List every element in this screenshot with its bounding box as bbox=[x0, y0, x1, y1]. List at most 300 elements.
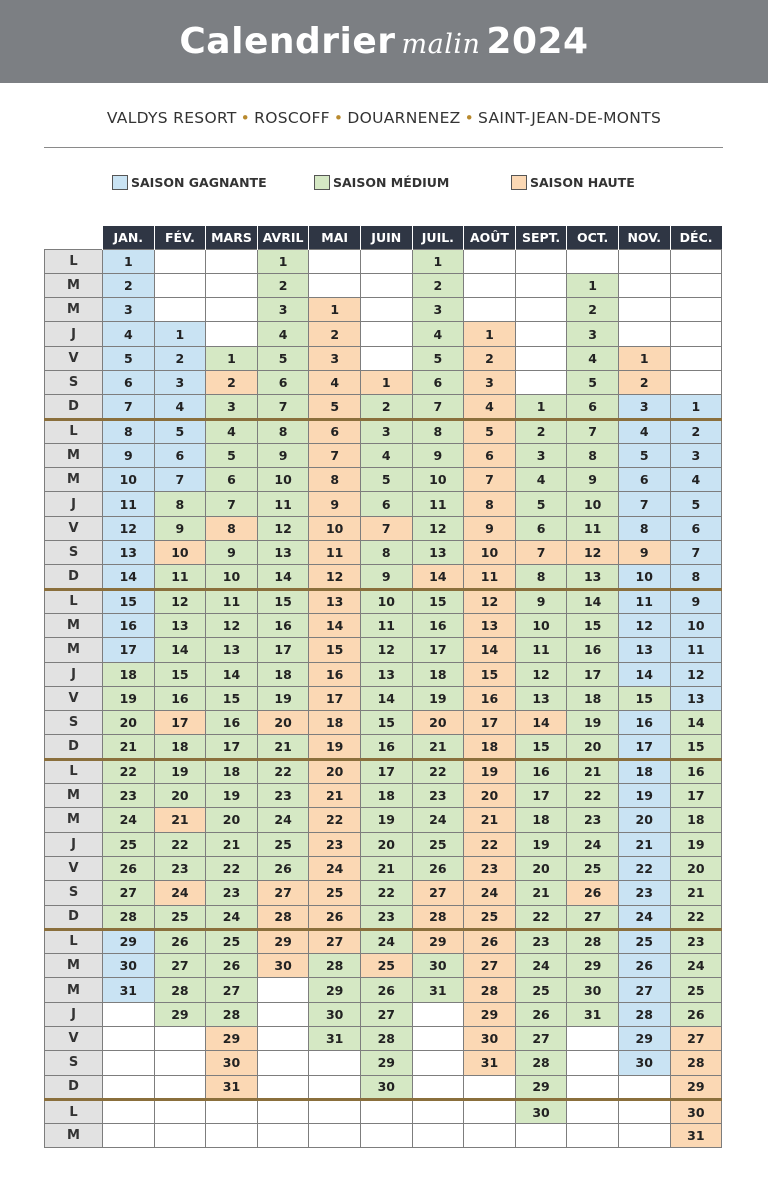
month-header-row bbox=[45, 226, 722, 249]
date-cell: 15 bbox=[515, 735, 567, 759]
date-cell: 13 bbox=[618, 638, 670, 662]
date-cell: 20 bbox=[670, 856, 722, 880]
date-cell: 4 bbox=[103, 322, 155, 346]
date-cell: 10 bbox=[670, 613, 722, 637]
date-cell: 24 bbox=[670, 954, 722, 978]
empty-cell bbox=[360, 249, 412, 273]
date-cell: 29 bbox=[670, 1075, 722, 1099]
date-cell: 26 bbox=[670, 1002, 722, 1026]
date-cell: 6 bbox=[103, 370, 155, 394]
weekday-label: M bbox=[45, 1124, 103, 1148]
date-cell: 16 bbox=[103, 613, 155, 637]
date-cell: 10 bbox=[309, 516, 361, 540]
date-cell: 12 bbox=[567, 541, 619, 565]
date-cell: 3 bbox=[412, 298, 464, 322]
calendar-row bbox=[45, 1075, 722, 1099]
date-cell: 15 bbox=[309, 638, 361, 662]
date-cell: 29 bbox=[360, 1051, 412, 1075]
date-cell: 30 bbox=[515, 1099, 567, 1123]
legend-swatch bbox=[112, 175, 128, 190]
date-cell: 7 bbox=[515, 541, 567, 565]
date-cell: 28 bbox=[567, 929, 619, 953]
empty-cell bbox=[515, 273, 567, 297]
empty-cell bbox=[618, 1124, 670, 1148]
empty-cell bbox=[154, 1075, 206, 1099]
date-cell: 1 bbox=[515, 395, 567, 419]
empty-cell bbox=[257, 1099, 309, 1123]
calendar-row bbox=[45, 1124, 722, 1148]
date-cell: 15 bbox=[464, 662, 516, 686]
date-cell: 24 bbox=[360, 929, 412, 953]
date-cell: 6 bbox=[412, 370, 464, 394]
date-cell: 30 bbox=[309, 1002, 361, 1026]
date-cell: 15 bbox=[670, 735, 722, 759]
month-header: JAN. bbox=[103, 226, 155, 249]
date-cell: 24 bbox=[309, 856, 361, 880]
date-cell: 4 bbox=[567, 346, 619, 370]
empty-cell bbox=[515, 346, 567, 370]
date-cell: 14 bbox=[670, 711, 722, 735]
empty-cell bbox=[257, 1075, 309, 1099]
bullet-dot-icon: • bbox=[333, 109, 344, 127]
date-cell: 19 bbox=[257, 686, 309, 710]
date-cell: 19 bbox=[618, 784, 670, 808]
date-cell: 13 bbox=[515, 686, 567, 710]
empty-cell bbox=[257, 1002, 309, 1026]
date-cell: 1 bbox=[206, 346, 258, 370]
date-cell: 29 bbox=[103, 929, 155, 953]
empty-cell bbox=[257, 1124, 309, 1148]
date-cell: 9 bbox=[309, 492, 361, 516]
date-cell: 15 bbox=[412, 589, 464, 613]
weekday-label: V bbox=[45, 1027, 103, 1051]
empty-cell bbox=[670, 370, 722, 394]
date-cell: 10 bbox=[257, 468, 309, 492]
date-cell: 13 bbox=[309, 589, 361, 613]
date-cell: 15 bbox=[257, 589, 309, 613]
empty-cell bbox=[567, 1124, 619, 1148]
date-cell: 4 bbox=[670, 468, 722, 492]
calendar-row bbox=[45, 784, 722, 808]
calendar-row bbox=[45, 638, 722, 662]
date-cell: 11 bbox=[206, 589, 258, 613]
date-cell: 29 bbox=[464, 1002, 516, 1026]
empty-cell bbox=[206, 298, 258, 322]
date-cell: 20 bbox=[103, 711, 155, 735]
date-cell: 2 bbox=[360, 395, 412, 419]
date-cell: 25 bbox=[103, 832, 155, 856]
date-cell: 18 bbox=[103, 662, 155, 686]
date-cell: 14 bbox=[515, 711, 567, 735]
date-cell: 6 bbox=[515, 516, 567, 540]
calendar-row bbox=[45, 589, 722, 613]
weekday-label: L bbox=[45, 1099, 103, 1123]
date-cell: 23 bbox=[670, 929, 722, 953]
empty-cell bbox=[515, 1124, 567, 1148]
date-cell: 18 bbox=[412, 662, 464, 686]
date-cell: 7 bbox=[412, 395, 464, 419]
date-cell: 27 bbox=[515, 1027, 567, 1051]
empty-cell bbox=[412, 1124, 464, 1148]
date-cell: 4 bbox=[154, 395, 206, 419]
date-cell: 28 bbox=[103, 905, 155, 929]
date-cell: 30 bbox=[360, 1075, 412, 1099]
date-cell: 21 bbox=[412, 735, 464, 759]
date-cell: 5 bbox=[309, 395, 361, 419]
date-cell: 24 bbox=[206, 905, 258, 929]
date-cell: 14 bbox=[412, 565, 464, 589]
date-cell: 9 bbox=[257, 443, 309, 467]
date-cell: 14 bbox=[257, 565, 309, 589]
date-cell: 22 bbox=[618, 856, 670, 880]
date-cell: 29 bbox=[257, 929, 309, 953]
date-cell: 21 bbox=[567, 759, 619, 783]
date-cell: 1 bbox=[618, 346, 670, 370]
date-cell: 6 bbox=[360, 492, 412, 516]
weekday-label: J bbox=[45, 662, 103, 686]
date-cell: 2 bbox=[618, 370, 670, 394]
empty-cell bbox=[360, 273, 412, 297]
date-cell: 26 bbox=[103, 856, 155, 880]
date-cell: 23 bbox=[154, 856, 206, 880]
month-header: MAI bbox=[309, 226, 361, 249]
weekday-label: V bbox=[45, 686, 103, 710]
date-cell: 27 bbox=[464, 954, 516, 978]
date-cell: 11 bbox=[103, 492, 155, 516]
date-cell: 9 bbox=[360, 565, 412, 589]
date-cell: 8 bbox=[257, 419, 309, 443]
calendar-row bbox=[45, 881, 722, 905]
calendar-row bbox=[45, 443, 722, 467]
date-cell: 15 bbox=[567, 613, 619, 637]
date-cell: 19 bbox=[567, 711, 619, 735]
date-cell: 26 bbox=[464, 929, 516, 953]
empty-cell bbox=[412, 1027, 464, 1051]
date-cell: 29 bbox=[154, 1002, 206, 1026]
empty-cell bbox=[154, 249, 206, 273]
date-cell: 3 bbox=[206, 395, 258, 419]
date-cell: 20 bbox=[515, 856, 567, 880]
calendar-row bbox=[45, 1002, 722, 1026]
weekday-label: J bbox=[45, 832, 103, 856]
weekday-label: S bbox=[45, 711, 103, 735]
empty-cell bbox=[464, 298, 516, 322]
date-cell: 12 bbox=[257, 516, 309, 540]
calendar-row bbox=[45, 808, 722, 832]
date-cell: 2 bbox=[567, 298, 619, 322]
date-cell: 4 bbox=[257, 322, 309, 346]
date-cell: 16 bbox=[618, 711, 670, 735]
date-cell: 20 bbox=[154, 784, 206, 808]
date-cell: 16 bbox=[154, 686, 206, 710]
empty-cell bbox=[103, 1075, 155, 1099]
empty-cell bbox=[309, 249, 361, 273]
date-cell: 1 bbox=[670, 395, 722, 419]
date-cell: 12 bbox=[412, 516, 464, 540]
date-cell: 3 bbox=[154, 370, 206, 394]
date-cell: 25 bbox=[515, 978, 567, 1002]
date-cell: 8 bbox=[618, 516, 670, 540]
date-cell: 9 bbox=[103, 443, 155, 467]
date-cell: 21 bbox=[670, 881, 722, 905]
date-cell: 5 bbox=[206, 443, 258, 467]
date-cell: 8 bbox=[103, 419, 155, 443]
date-cell: 31 bbox=[464, 1051, 516, 1075]
date-cell: 16 bbox=[464, 686, 516, 710]
date-cell: 25 bbox=[257, 832, 309, 856]
weekday-label: M bbox=[45, 638, 103, 662]
date-cell: 14 bbox=[360, 686, 412, 710]
date-cell: 7 bbox=[154, 468, 206, 492]
empty-cell bbox=[670, 273, 722, 297]
date-cell: 20 bbox=[206, 808, 258, 832]
weekday-label: L bbox=[45, 759, 103, 783]
date-cell: 8 bbox=[154, 492, 206, 516]
date-cell: 17 bbox=[567, 662, 619, 686]
calendar-row bbox=[45, 735, 722, 759]
date-cell: 3 bbox=[257, 298, 309, 322]
empty-cell bbox=[154, 1099, 206, 1123]
date-cell: 4 bbox=[412, 322, 464, 346]
date-cell: 11 bbox=[567, 516, 619, 540]
date-cell: 17 bbox=[206, 735, 258, 759]
date-cell: 29 bbox=[567, 954, 619, 978]
date-cell: 28 bbox=[412, 905, 464, 929]
weekday-label: L bbox=[45, 249, 103, 273]
empty-cell bbox=[412, 1075, 464, 1099]
date-cell: 24 bbox=[464, 881, 516, 905]
date-cell: 21 bbox=[206, 832, 258, 856]
month-header: JUIL. bbox=[412, 226, 464, 249]
weekday-label: M bbox=[45, 443, 103, 467]
calendar-row bbox=[45, 832, 722, 856]
date-cell: 10 bbox=[515, 613, 567, 637]
date-cell: 25 bbox=[412, 832, 464, 856]
calendar-row bbox=[45, 856, 722, 880]
date-cell: 5 bbox=[412, 346, 464, 370]
date-cell: 9 bbox=[515, 589, 567, 613]
empty-cell bbox=[257, 1027, 309, 1051]
bullet-dot-icon: • bbox=[464, 109, 475, 127]
date-cell: 6 bbox=[670, 516, 722, 540]
date-cell: 28 bbox=[464, 978, 516, 1002]
date-cell: 16 bbox=[412, 613, 464, 637]
date-cell: 27 bbox=[206, 978, 258, 1002]
date-cell: 12 bbox=[154, 589, 206, 613]
calendar-grid bbox=[44, 226, 722, 1148]
date-cell: 13 bbox=[103, 541, 155, 565]
date-cell: 27 bbox=[618, 978, 670, 1002]
date-cell: 9 bbox=[567, 468, 619, 492]
date-cell: 21 bbox=[360, 856, 412, 880]
date-cell: 4 bbox=[515, 468, 567, 492]
date-cell: 18 bbox=[567, 686, 619, 710]
empty-cell bbox=[670, 346, 722, 370]
date-cell: 3 bbox=[464, 370, 516, 394]
date-cell: 20 bbox=[412, 711, 464, 735]
date-cell: 5 bbox=[154, 419, 206, 443]
month-header: OCT. bbox=[567, 226, 619, 249]
date-cell: 12 bbox=[464, 589, 516, 613]
empty-cell bbox=[515, 322, 567, 346]
empty-cell bbox=[206, 322, 258, 346]
date-cell: 26 bbox=[618, 954, 670, 978]
date-cell: 7 bbox=[618, 492, 670, 516]
empty-cell bbox=[464, 1099, 516, 1123]
date-cell: 30 bbox=[670, 1099, 722, 1123]
calendar-row bbox=[45, 370, 722, 394]
weekday-label: M bbox=[45, 808, 103, 832]
empty-cell bbox=[618, 273, 670, 297]
date-cell: 18 bbox=[515, 808, 567, 832]
date-cell: 7 bbox=[464, 468, 516, 492]
empty-cell bbox=[257, 1051, 309, 1075]
weekday-label: S bbox=[45, 1051, 103, 1075]
empty-cell bbox=[103, 1027, 155, 1051]
date-cell: 9 bbox=[154, 516, 206, 540]
date-cell: 25 bbox=[618, 929, 670, 953]
date-cell: 7 bbox=[206, 492, 258, 516]
date-cell: 5 bbox=[103, 346, 155, 370]
date-cell: 14 bbox=[464, 638, 516, 662]
empty-cell bbox=[309, 1051, 361, 1075]
date-cell: 30 bbox=[206, 1051, 258, 1075]
location-name: DOUARNENEZ bbox=[347, 109, 461, 127]
date-cell: 12 bbox=[618, 613, 670, 637]
calendar-row bbox=[45, 419, 722, 443]
empty-cell bbox=[309, 273, 361, 297]
date-cell: 11 bbox=[309, 541, 361, 565]
date-cell: 8 bbox=[206, 516, 258, 540]
date-cell: 19 bbox=[670, 832, 722, 856]
date-cell: 27 bbox=[360, 1002, 412, 1026]
date-cell: 26 bbox=[360, 978, 412, 1002]
calendar-row bbox=[45, 1099, 722, 1123]
calendar-row bbox=[45, 905, 722, 929]
empty-cell bbox=[670, 322, 722, 346]
date-cell: 27 bbox=[412, 881, 464, 905]
date-cell: 11 bbox=[670, 638, 722, 662]
weekday-label: M bbox=[45, 978, 103, 1002]
empty-cell bbox=[103, 1124, 155, 1148]
date-cell: 13 bbox=[412, 541, 464, 565]
empty-cell bbox=[464, 273, 516, 297]
legend-item-gagnante bbox=[112, 174, 267, 191]
date-cell: 27 bbox=[309, 929, 361, 953]
date-cell: 21 bbox=[515, 881, 567, 905]
date-cell: 20 bbox=[257, 711, 309, 735]
empty-cell bbox=[618, 298, 670, 322]
date-cell: 3 bbox=[309, 346, 361, 370]
date-cell: 13 bbox=[257, 541, 309, 565]
date-cell: 8 bbox=[309, 468, 361, 492]
date-cell: 29 bbox=[412, 929, 464, 953]
date-cell: 12 bbox=[515, 662, 567, 686]
date-cell: 6 bbox=[618, 468, 670, 492]
date-cell: 5 bbox=[257, 346, 309, 370]
month-header: SEPT. bbox=[515, 226, 567, 249]
date-cell: 10 bbox=[154, 541, 206, 565]
empty-cell bbox=[567, 1027, 619, 1051]
date-cell: 31 bbox=[309, 1027, 361, 1051]
date-cell: 16 bbox=[360, 735, 412, 759]
date-cell: 6 bbox=[567, 395, 619, 419]
date-cell: 20 bbox=[309, 759, 361, 783]
date-cell: 13 bbox=[360, 662, 412, 686]
date-cell: 23 bbox=[412, 784, 464, 808]
calendar-row bbox=[45, 516, 722, 540]
date-cell: 24 bbox=[515, 954, 567, 978]
date-cell: 22 bbox=[309, 808, 361, 832]
empty-cell bbox=[206, 1099, 258, 1123]
date-cell: 23 bbox=[103, 784, 155, 808]
date-cell: 12 bbox=[206, 613, 258, 637]
date-cell: 19 bbox=[515, 832, 567, 856]
date-cell: 19 bbox=[360, 808, 412, 832]
date-cell: 10 bbox=[103, 468, 155, 492]
empty-cell bbox=[360, 1124, 412, 1148]
date-cell: 2 bbox=[670, 419, 722, 443]
date-cell: 2 bbox=[412, 273, 464, 297]
date-cell: 14 bbox=[309, 613, 361, 637]
date-cell: 25 bbox=[670, 978, 722, 1002]
date-cell: 25 bbox=[309, 881, 361, 905]
date-cell: 1 bbox=[412, 249, 464, 273]
empty-cell bbox=[360, 1099, 412, 1123]
calendar-row bbox=[45, 273, 722, 297]
date-cell: 19 bbox=[154, 759, 206, 783]
date-cell: 10 bbox=[567, 492, 619, 516]
weekday-label: D bbox=[45, 395, 103, 419]
date-cell: 22 bbox=[257, 759, 309, 783]
date-cell: 14 bbox=[567, 589, 619, 613]
date-cell: 5 bbox=[670, 492, 722, 516]
date-cell: 17 bbox=[257, 638, 309, 662]
calendar-row bbox=[45, 1051, 722, 1075]
date-cell: 13 bbox=[464, 613, 516, 637]
date-cell: 14 bbox=[154, 638, 206, 662]
date-cell: 15 bbox=[154, 662, 206, 686]
calendar-row bbox=[45, 298, 722, 322]
date-cell: 24 bbox=[618, 905, 670, 929]
date-cell: 19 bbox=[464, 759, 516, 783]
calendar-row bbox=[45, 711, 722, 735]
legend-swatch bbox=[511, 175, 527, 190]
date-cell: 3 bbox=[360, 419, 412, 443]
date-cell: 29 bbox=[618, 1027, 670, 1051]
weekday-label: D bbox=[45, 1075, 103, 1099]
month-header: MARS bbox=[206, 226, 258, 249]
date-cell: 4 bbox=[464, 395, 516, 419]
calendar-row bbox=[45, 541, 722, 565]
date-cell: 23 bbox=[257, 784, 309, 808]
legend-label: SAISON MÉDIUM bbox=[333, 175, 450, 190]
date-cell: 2 bbox=[464, 346, 516, 370]
date-cell: 15 bbox=[618, 686, 670, 710]
month-header: AOÛT bbox=[464, 226, 516, 249]
date-cell: 26 bbox=[412, 856, 464, 880]
date-cell: 5 bbox=[618, 443, 670, 467]
empty-cell bbox=[206, 1124, 258, 1148]
date-cell: 11 bbox=[154, 565, 206, 589]
weekday-label: D bbox=[45, 905, 103, 929]
date-cell: 4 bbox=[360, 443, 412, 467]
date-cell: 1 bbox=[257, 249, 309, 273]
date-cell: 20 bbox=[567, 735, 619, 759]
date-cell: 5 bbox=[515, 492, 567, 516]
date-cell: 8 bbox=[567, 443, 619, 467]
date-cell: 31 bbox=[567, 1002, 619, 1026]
